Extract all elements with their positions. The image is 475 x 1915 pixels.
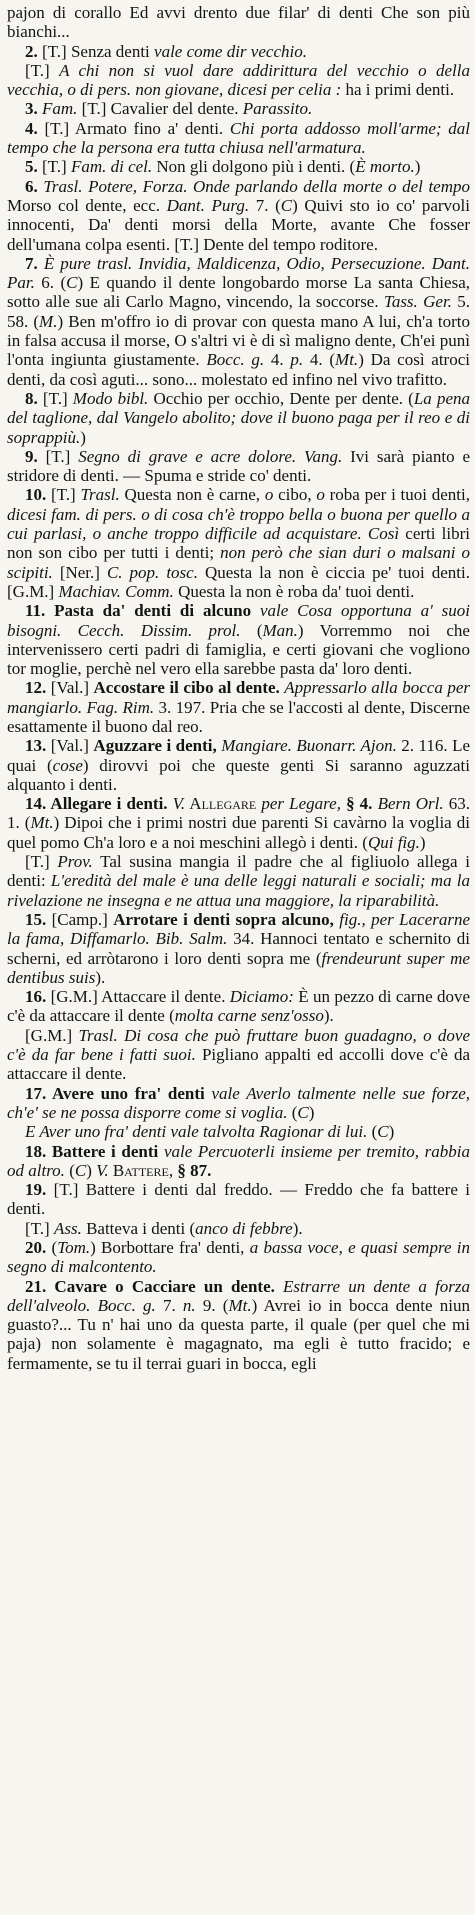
- entry-text-run: Chi porta addosso moll'arme; dal tempo che la persona era tutta chiusa nell'armatura.: [7, 118, 470, 158]
- entry-text-run: Diciamo:: [229, 987, 294, 1007]
- entry-e3: [7, 99, 470, 118]
- entry-text-run: Qui fig.: [367, 832, 420, 852]
- entry-text-run: [Val.]: [50, 736, 94, 756]
- entry-text-run: Battere: [108, 1160, 169, 1180]
- entry-text-run: Bocc. g.: [206, 350, 265, 370]
- entry-text-run: ): [419, 832, 426, 852]
- entry-text-run: ): [308, 1102, 315, 1122]
- entry-text-run: C: [297, 1102, 309, 1122]
- entry-text-run: ): [388, 1122, 395, 1142]
- entry-text-run: Dant. Purg.: [166, 195, 250, 215]
- entry-text-run: Allegare: [185, 794, 257, 814]
- entry-text-run: 16.: [25, 987, 51, 1007]
- entry-e11: [7, 601, 470, 678]
- entry-e19b: [7, 1219, 470, 1238]
- entry-text-run: Fam.: [42, 99, 78, 119]
- entry-e7: [7, 254, 470, 389]
- entry-text-run: ) Ben m'offro io di provar con questa mano A lui, ch'a torto in falsa accusa il morse, O s'altri vi è di sì maligno dente, Ch'ei punì l'onta ingiunta giustamente.: [7, 311, 470, 370]
- entry-text-run: vale Percuoterli insieme per tremito, rabbia od altro.: [7, 1141, 470, 1180]
- entry-text-run: [T.]: [42, 157, 71, 177]
- entry-text-run: 12.: [25, 678, 51, 698]
- entry-text-run: cibo,: [273, 485, 317, 505]
- entry-text-run: C: [66, 273, 78, 293]
- entry-text-run: È un pezzo di carne dove c'è da attaccare il dente (: [7, 987, 470, 1026]
- entry-e9: [7, 447, 470, 486]
- entry-e2: [7, 42, 470, 61]
- entry-text-run: C: [377, 1122, 389, 1142]
- entry-text-run: Questa non è carne,: [119, 485, 265, 505]
- entry-text-run: [T.]: [25, 852, 58, 872]
- entry-text-run: o: [316, 485, 325, 505]
- entry-text-run: roba per i tuoi denti,: [324, 485, 470, 505]
- entry-text-run: 14. Allegare i denti.: [25, 794, 173, 814]
- entry-e16: [7, 987, 470, 1026]
- entry-e2b: [7, 61, 470, 100]
- entry-text-run: 5. 58. (: [7, 292, 470, 331]
- entry-text-run: ).: [292, 1218, 303, 1238]
- entry-text-run: Tom.: [57, 1238, 91, 1257]
- entry-text-run: dicesi fam. di pers. o di cosa ch'è troppo bella o buona per quello a cui parlasi, o anche troppo difficile ad acquistare. Così: [7, 504, 470, 544]
- entry-text-run: § 4.: [346, 794, 378, 814]
- entry-text-run: non però che sian duri o malsani o scipiti.: [7, 543, 470, 582]
- entry-text-run: 2. 116. Le quai (: [7, 736, 471, 775]
- entry-text-run: ): [86, 1160, 97, 1180]
- entry-text-run: [T.]: [45, 446, 79, 466]
- entry-text-run: Appressarlo alla bocca per mangiarlo. Fag. Rim.: [7, 678, 471, 717]
- entry-text-run: (: [51, 1238, 58, 1257]
- entry-text-run: Pigliano appalti ed accolli dove c'è da attaccare il dente.: [7, 1045, 470, 1084]
- entry-text-run: ): [414, 157, 421, 177]
- entry-text-run: 34. Hannoci tentato e schernito di scherni, ed arròtarono i loro denti sopra me (: [7, 929, 470, 968]
- entry-text-run: Tal susina mangia il padre che al figliuolo allega i denti:: [7, 852, 470, 891]
- entry-text-run: (: [240, 620, 263, 640]
- entry-e14: [7, 794, 470, 852]
- entry-e21: [7, 1277, 470, 1373]
- entry-text-run: Questa la non è roba da' tuoi denti.: [173, 581, 415, 601]
- entry-text-run: Mt.: [335, 350, 359, 370]
- entry-text-run: ).: [323, 1006, 334, 1026]
- entry-e17b: [7, 1122, 470, 1141]
- entry-text-run: ) Dipoi che i primi nostri due parenti Si cavàrno la voglia di quel pomo Ch'a loro e a noi meschini allegò i denti. (: [7, 813, 470, 852]
- entry-text-run: ,: [168, 1160, 178, 1180]
- entry-text-run: 7.: [155, 1295, 183, 1315]
- entry-text-run: (: [287, 1102, 298, 1122]
- entry-text-run: Aguzzare i denti,: [93, 736, 222, 756]
- entry-text-run: 8.: [25, 388, 43, 408]
- entry-text-run: V.: [172, 794, 186, 814]
- entry-text-run: [T.]: [25, 1218, 54, 1238]
- entry-text-run: E Aver uno fra' denti: [25, 1122, 171, 1142]
- entry-text-run: 15.: [25, 909, 52, 929]
- entry-text-run: fig., per Lacerarne la fama, Diffamarlo. Bib. Salm.: [7, 909, 470, 949]
- entry-text-run: [T.] Battere i denti dal freddo. — Freddo che fa battere i denti.: [7, 1180, 471, 1219]
- entry-text-run: 9.: [25, 446, 46, 466]
- entry-text-run: 7. (: [249, 195, 281, 215]
- entry-text-run: [Ner.]: [52, 562, 107, 582]
- entry-text-run: Morso col dente, ecc.: [7, 195, 167, 215]
- entry-text-run: ) Vorremmo noi che intervenissero certi padri di famiglia, e certi giovani che vogliono tor moglie, perchè nel vero ella sarebbe pasta da' loro denti.: [7, 620, 470, 679]
- entry-text-run: o: [264, 485, 274, 505]
- entry-text-run: È morto.: [355, 157, 415, 177]
- entry-text-run: La pena del taglione, dal Vangelo abolito; dove il buono paga per il reo e di soprappiù.: [7, 388, 471, 447]
- entry-text-run: ) Borbottare fra' denti,: [90, 1238, 250, 1257]
- entry-text-run: molta carne senz'osso: [174, 1006, 324, 1026]
- entry-text-run: Estrarre un dente a forza dell'alveolo. Bocc. g.: [7, 1276, 470, 1315]
- entry-e4: [7, 119, 470, 158]
- entry-text-run: (: [64, 1160, 75, 1180]
- entry-text-run: 13.: [25, 736, 51, 756]
- entry-text-run: Bern Orl.: [377, 794, 444, 814]
- entry-text-run: frendeurunt super me dentibus suis: [7, 948, 470, 987]
- entry-text-run: 2.: [25, 41, 42, 61]
- entry-text-run: 4.: [264, 350, 291, 370]
- entry-text-run: Parassito.: [242, 99, 313, 119]
- entry-text-run: 19.: [25, 1180, 54, 1200]
- dictionary-column: [7, 0, 470, 1373]
- entry-text-run: [T.] Armato fino a' denti.: [44, 118, 230, 138]
- entry-e8: [7, 389, 470, 447]
- entry-text-run: [T.]: [42, 388, 73, 408]
- entry-text-run: Non gli dolgono più i denti. (: [152, 157, 356, 177]
- entry-text-run: Mt.: [228, 1295, 252, 1315]
- entry-text-run: n.: [182, 1295, 196, 1315]
- entry-text-run: (: [367, 1122, 378, 1142]
- entry-intro: [7, 3, 470, 42]
- entry-text-run: certi libri non son cibo per tutti i denti;: [7, 524, 471, 563]
- entry-e6: [7, 177, 470, 254]
- entry-e10: [7, 485, 470, 601]
- entry-text-run: 6.: [25, 176, 44, 196]
- entry-text-run: ): [80, 427, 86, 447]
- entry-text-run: [T.]: [25, 60, 60, 80]
- entry-text-run: 5.: [25, 157, 42, 177]
- entry-text-run: Prov.: [57, 852, 93, 872]
- entry-e16b: [7, 1026, 470, 1084]
- entry-text-run: 18. Battere i denti: [25, 1141, 164, 1161]
- entry-text-run: Fam. di cel.: [70, 157, 153, 177]
- entry-text-run: ) dirovvi poi che queste genti Si saranno aguzzati alquanto i denti.: [7, 755, 470, 794]
- entry-text-run: Mangiare. Buonarr. Ajon.: [221, 736, 397, 756]
- entry-text-run: 17. Avere uno fra' denti: [25, 1083, 212, 1103]
- entry-text-run: [G.M.]: [25, 1025, 79, 1045]
- entry-text-run: C: [280, 195, 293, 215]
- entry-text-run: C. pop. tosc.: [106, 562, 198, 582]
- entry-text-run: 11. Pasta da' denti di alcuno: [25, 601, 260, 621]
- entry-e19: [7, 1180, 470, 1219]
- entry-text-run: L'eredità del male è una delle leggi naturali e sociali; ma la rivelazione ne insegna e ne attua una maggiore, la riparabilità.: [7, 871, 470, 910]
- entry-text-run: Segno di grave e acre dolore. Vang.: [78, 446, 343, 466]
- entry-text-run: [T.] Cavalier del dente.: [77, 99, 243, 119]
- entry-text-run: [Camp.]: [51, 909, 114, 929]
- entry-e13: [7, 736, 470, 794]
- entry-e17: [7, 1084, 470, 1123]
- entry-e12: [7, 678, 470, 736]
- entry-text-run: 63. 1. (: [7, 794, 470, 833]
- entry-text-run: per Legare,: [256, 794, 347, 814]
- entry-text-run: Modo bibl.: [72, 388, 149, 408]
- entry-text-run: [T.]: [51, 485, 81, 505]
- entry-e18: [7, 1142, 470, 1181]
- entry-text-run: cose: [52, 755, 83, 775]
- entry-text-run: ).: [95, 967, 106, 987]
- entry-text-run: vale Averlo talmente nelle sue forze, ch'e' se ne possa disporre come si voglia.: [7, 1083, 470, 1122]
- entry-text-run: C: [74, 1160, 87, 1180]
- entry-text-run: ha i primi denti.: [341, 80, 455, 100]
- entry-text-run: ) E quando il dente longobardo morse La santa Chiesa, sotto alle sue ali Carlo Magno, vincendo, la soccorse.: [7, 273, 470, 312]
- entry-text-run: Man.: [262, 620, 298, 640]
- entry-text-run: [Val.]: [50, 678, 94, 698]
- entry-e5: [7, 157, 470, 176]
- entry-text-run: ) Avrei io in bocca dente niun guasto?... Tu n' hai uno da questa parte, il quale (per quel che mi paja) non solamente è magagnato, ma egli è tutto fracido; e fermamente, se tu il terrai guari in bocca, egli: [7, 1295, 470, 1373]
- entry-text-run: Accostare il cibo al dente.: [93, 678, 285, 698]
- entry-text-run: 7.: [25, 253, 44, 273]
- entry-text-run: 10.: [25, 485, 52, 505]
- entry-text-run: Ass.: [53, 1218, 82, 1238]
- entry-text-run: 20.: [25, 1238, 52, 1257]
- entry-text-run: Machiav. Comm.: [58, 581, 174, 601]
- entry-text-run: Trasl. Potere, Forza. Onde parlando della morte o del tempo: [43, 176, 470, 196]
- entry-text-run: [T.] Senza denti: [42, 41, 155, 61]
- entry-text-run: p.: [290, 350, 304, 370]
- entry-text-run: 4.: [25, 118, 45, 138]
- entry-text-run: [G.M.] Attaccare il dente.: [50, 987, 230, 1007]
- entry-e20: [7, 1238, 470, 1277]
- entry-text-run: 3. 197. Pria che se l'accosti al dente, Discerne esattamente il buono dal reo.: [7, 697, 470, 736]
- entry-text-run: V.: [96, 1160, 109, 1180]
- entry-text-run: È pure trasl. Invidia, Maldicenza, Odio, Persecuzione. Dant. Par.: [7, 253, 471, 293]
- entry-e14b: [7, 852, 470, 910]
- entry-text-run: Ivi sarà pianto e stridore di denti. — Spuma e stride co' denti.: [7, 446, 470, 486]
- entry-text-run: vale talvolta Ragionar di lui.: [170, 1122, 368, 1142]
- entry-text-run: Trasl.: [80, 485, 120, 505]
- entry-text-run: 9. (: [195, 1295, 229, 1315]
- entry-text-run: Mt.: [30, 813, 54, 833]
- entry-text-run: a bassa voce, e quasi sempre in segno di malcontento.: [7, 1238, 470, 1277]
- entry-text-run: pajon di corallo Ed avvi drento due filar' di denti Che son più bianchi...: [7, 3, 470, 42]
- entry-text-run: Trasl. Di cosa che può fruttare buon guadagno, o dove c'è da far bene i fatti suoi.: [7, 1025, 470, 1065]
- entry-text-run: Batteva i denti (: [81, 1218, 196, 1238]
- entry-text-run: vale come dir vecchio.: [154, 41, 307, 61]
- entry-text-run: 6. (: [34, 273, 67, 293]
- entry-text-run: 21. Cavare o Cacciare un dente.: [25, 1276, 284, 1296]
- entry-text-run: 4. (: [303, 350, 336, 370]
- entry-text-run: ) Quivi sto io co' parvoli innocenti, Da' denti morsi della Morte, avante Che fosser dell'umana colpa esenti. [T.] Dente del tempo roditore.: [7, 195, 470, 254]
- entry-text-run: Tass. Ger.: [383, 292, 452, 312]
- entry-e15: [7, 910, 470, 987]
- entry-text-run: 3.: [25, 99, 42, 119]
- entry-text-run: Arrotare i denti sopra alcuno,: [113, 909, 340, 929]
- entry-text-run: A chi non si vuol dare addirittura del vecchio o della vecchia, o di pers. non giovane, dicesi per celia :: [7, 60, 470, 100]
- entry-text-run: Occhio per occhio, Dente per dente. (: [148, 388, 414, 408]
- entry-text-run: vale Cosa opportuna a' suoi bisogni. Cecch. Dissim. prol.: [7, 601, 470, 640]
- entry-text-run: M.: [39, 311, 58, 331]
- entry-text-run: ) Da così atroci denti, da così aguti... sono... molestato ed infino nel vivo trafitto.: [7, 350, 470, 389]
- entry-text-run: § 87.: [177, 1160, 212, 1180]
- entry-text-run: Questa la non è ciccia pe' tuoi denti. [G.M.]: [7, 562, 470, 601]
- entry-text-run: anco di febbre: [195, 1218, 293, 1238]
